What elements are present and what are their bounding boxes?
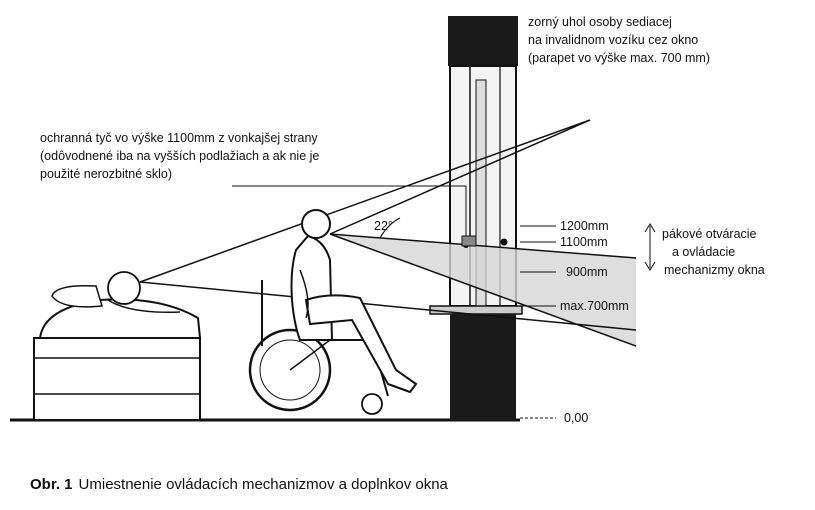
handle-dot [501, 239, 508, 246]
lever-text-2: a ovládacie [672, 245, 736, 259]
figure-caption [30, 476, 448, 493]
lever-handle [462, 236, 476, 246]
wall-parapet [450, 314, 516, 420]
rail-text-1: ochranná tyč vo výške 1100mm z vonkajšej strany [40, 131, 318, 145]
angle-label: 22° [374, 219, 393, 233]
view-angle-text-2: na invalidnom vozíku cez okno [528, 33, 699, 47]
view-angle-text-1: zorný uhol osoby sediacej [528, 15, 672, 29]
height-700: max.700mm [560, 299, 629, 313]
height-1200: 1200mm [560, 219, 609, 233]
lever-text-3: mechanizmy okna [664, 263, 765, 277]
height-0: 0,00 [564, 411, 589, 425]
wall-lintel [448, 16, 518, 66]
caption-text: Umiestnenie ovládacích mechanizmov a doplnkov okna [78, 476, 448, 493]
window-sill [430, 306, 522, 314]
view-angle-text-3: (parapet vo výške max. 700 mm) [528, 51, 711, 65]
bed [34, 272, 200, 420]
lever-text-1: pákové otváracie [662, 227, 757, 241]
height-900: 900mm [566, 265, 608, 279]
caption-prefix: Obr. 1 [30, 476, 73, 493]
height-1100: 1100mm [560, 235, 608, 249]
rail-text-3: použité nerozbitné sklo) [40, 167, 173, 181]
rail-text-2: (odôvodnené iba na vyšších podlažiach a ak nie je [40, 149, 320, 163]
